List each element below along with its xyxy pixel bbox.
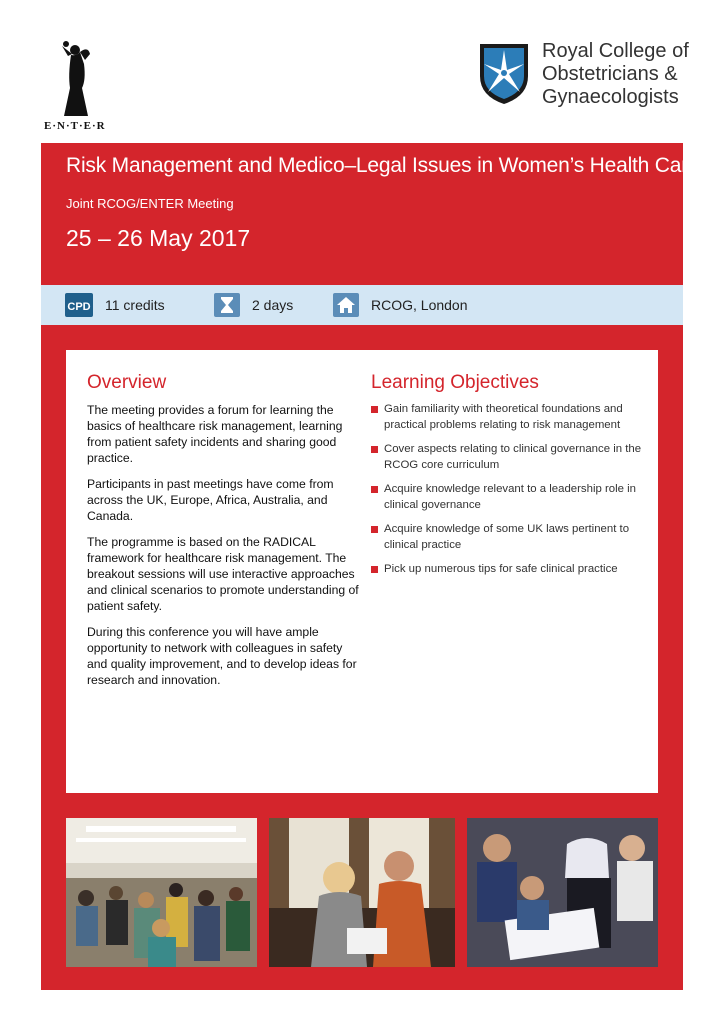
learning-objectives-section [371, 372, 646, 587]
overview-heading: Overview [87, 372, 167, 393]
overview-paragraph: During this conference you will have ample opportunity to network with colleagues in safety and quality improvement, and to develop ideas for research and innovation. [87, 625, 357, 687]
days-text: 2 days [252, 297, 294, 313]
photo-conference-hall [66, 818, 257, 967]
info-venue [333, 285, 468, 325]
photo-delegates-talking [269, 818, 455, 967]
rcog-shield-star-icon [478, 42, 530, 106]
cpd-badge-text: CPD [67, 301, 91, 313]
square-bullet-icon [371, 406, 378, 413]
objective-item: Pick up numerous tips for safe clinical practice [371, 562, 646, 578]
overview-paragraph: Participants in past meetings have come from across the UK, Europe, Africa, Australia, and Canada. [87, 477, 334, 523]
rcog-name-line-1: Royal College of [542, 40, 689, 62]
info-credits [65, 285, 165, 325]
square-bullet-icon [371, 446, 378, 453]
enter-wordmark: E·N·T·E·R [44, 120, 106, 132]
square-bullet-icon [371, 486, 378, 493]
objectives-heading: Learning Objectives [371, 372, 539, 393]
square-bullet-icon [371, 566, 378, 573]
rcog-name [542, 40, 689, 109]
objective-item: Acquire knowledge of some UK laws pertinent to clinical practice [371, 522, 646, 553]
house-icon [333, 293, 359, 317]
credits-text: 11 credits [105, 297, 165, 313]
rcog-name-line-2: Obstetricians & [542, 63, 678, 85]
objective-item: Gain familiarity with theoretical foundations and practical problems relating to risk management [371, 402, 646, 433]
square-bullet-icon [371, 526, 378, 533]
venue-text: RCOG, London [371, 297, 468, 313]
mother-child-silhouette-icon [58, 40, 108, 118]
info-strip [41, 285, 683, 325]
photo-delegates-reading [467, 818, 658, 967]
info-days [214, 285, 293, 325]
hourglass-icon [214, 293, 240, 317]
event-subtitle: Joint RCOG/ENTER Meeting [66, 196, 234, 211]
enter-logo [40, 40, 130, 135]
rcog-logo [478, 40, 698, 112]
overview-paragraph: The meeting provides a forum for learning the basics of healthcare risk management, learning from patient safety incidents and sharing good practice. [87, 403, 343, 465]
cpd-badge-icon [65, 293, 93, 317]
content-card [66, 350, 658, 793]
objective-item: Cover aspects relating to clinical governance in the RCOG core curriculum [371, 442, 646, 473]
overview-paragraph: The programme is based on the RADICAL framework for healthcare risk management. The breakout sessions will use interactive approaches and clinical scenarios to promote understanding of patient safety. [87, 535, 359, 613]
overview-section [87, 372, 359, 698]
rcog-name-line-3: Gynaecologists [542, 86, 679, 108]
event-title: Risk Management and Medico–Legal Issues in Women’s Health Care [66, 154, 700, 177]
title-banner [41, 143, 700, 285]
event-date: 25 – 26 May 2017 [66, 225, 251, 251]
objectives-list [371, 402, 646, 578]
objective-item: Acquire knowledge relevant to a leadership role in clinical governance [371, 482, 646, 513]
